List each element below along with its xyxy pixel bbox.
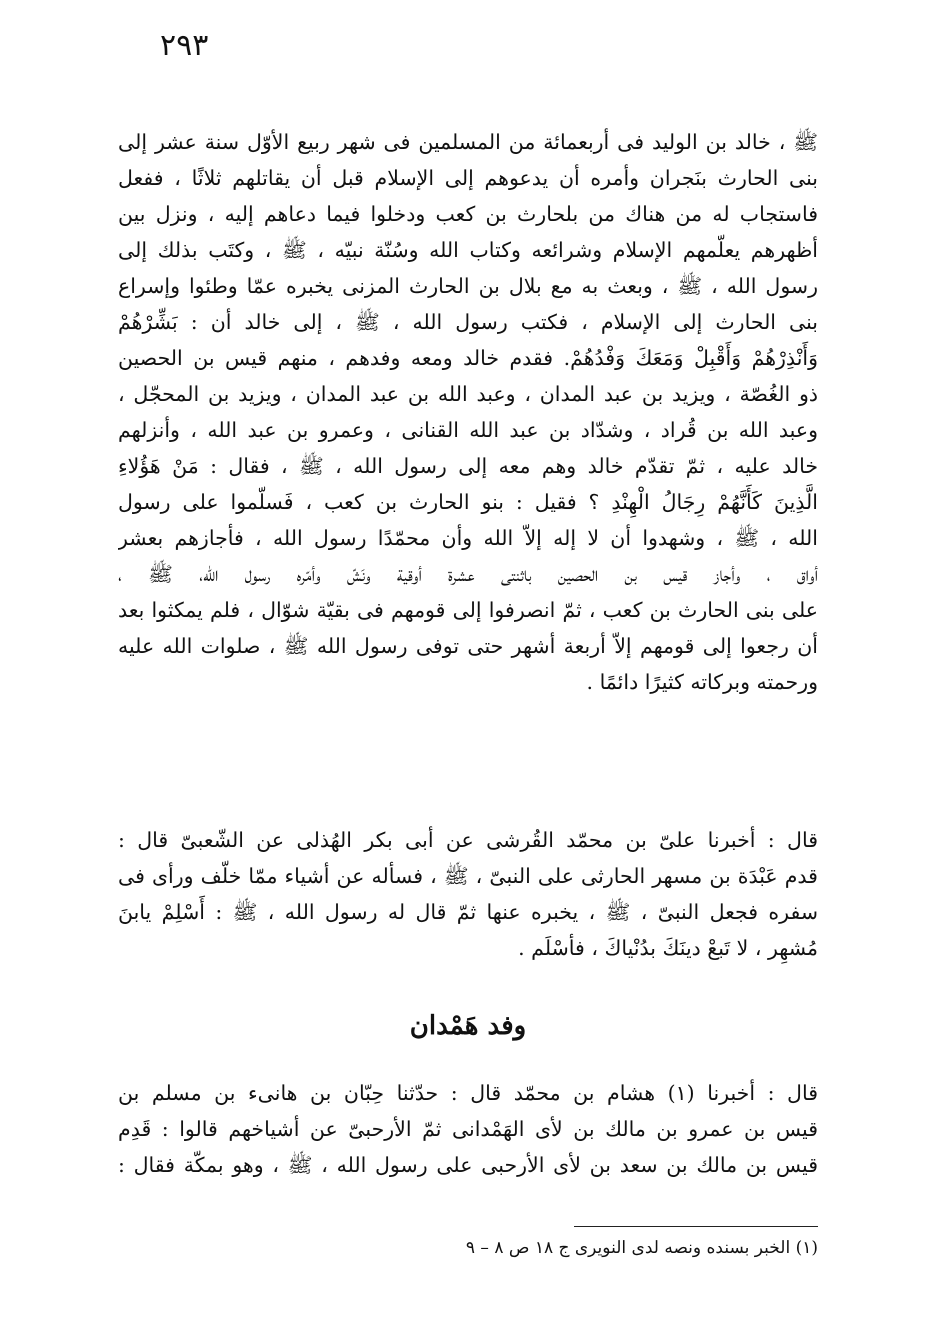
text-line: أن رجعوا إلى قومهم إلاّ أربعة أشهر حتى توفى رسول الله ﷺ ، صلوات الله عليه <box>118 634 818 658</box>
page-number: ٢٩٣ <box>160 28 209 63</box>
paragraph-3 <box>118 1075 818 1183</box>
text-line: سفره فجعل النبىّ ، ﷺ ، يخبره عنها ثمّ قال له رسول الله ، ﷺ : أَسْلِمْ يابنَ <box>118 900 818 924</box>
section-title: وفد هَمْدان <box>409 1011 527 1041</box>
text-line: ذو الغُصّة ، ويزيد بن عبد المدان ، وعبد الله بن عبد المدان ، ويزيد بن المحجّل ، <box>118 382 818 406</box>
text-line: على بنى الحارث بن كعب ، ثمّ انصرفوا إلى قومهم فى بقيّة شوّال ، فلم يمكثوا بعد <box>118 598 818 622</box>
text-line: وعبد الله بن قُراد ، وشدّاد بن عبد الله القنانى ، وعمرو بن عبد الله ، وأنزلهم <box>118 418 818 442</box>
text-line: قدم عَبْدَة بن مسهر الحارثى على النبىّ ، ﷺ ، فسأله عن أشياء ممّا خلّف ورأى فى <box>118 864 818 888</box>
paragraph-2 <box>118 822 818 966</box>
text-line: قيس بن عمرو بن مالك بن لأى الهَمْدانى ثمّ الأرحبىّ عن أشياخهم قالوا : قَدِم <box>118 1117 818 1141</box>
footnote: (١) الخبر بسنده ونصه لدى النويرى ج ١٨ ص ٨ – ٩ <box>465 1238 818 1258</box>
text-line: الله ، ﷺ ، وشهدوا أن لا إله إلاّ الله وأن محمّدًا رسول الله ، فأجازهم بعشر <box>118 526 818 550</box>
text-line: بنى الحارث إلى الإسلام ، فكتب رسول الله ، ﷺ ، إلى خالد أن : بَشِّرْهُمْ <box>118 310 818 334</box>
text-line: أظهرهم يعلّمهم الإسلام وشرائعه وكتاب الله وسُنّة نبيّه ، ﷺ ، وكتَب بذلك إلى <box>118 238 818 262</box>
text-line: وَأَنْذِرْهُمْ وَأَقْبِلْ وَمَعَكَ وَفْدُهُمْ. فقدم خالد ومعه وفدهم ، منهم قيس بن الحصين <box>118 346 818 370</box>
paragraph-1 <box>118 124 818 700</box>
text-line: قيس بن مالك بن سعد بن لأى الأرحبى على رسول الله ، ﷺ ، وهو بمكّة فقال : <box>118 1153 818 1177</box>
text-line: قال : أخبرنا علىّ بن محمّد القُرشى عن أبى بكر الهُذلى عن الشّعبىّ قال : <box>118 828 818 852</box>
footnote-divider <box>574 1226 818 1227</box>
text-line: ﷺ ، خالد بن الوليد فى أربعمائة من المسلمين فى شهر ربيع الأوّل سنة عشر إلى <box>118 130 818 154</box>
text-line: رسول الله ، ﷺ ، وبعث به مع بلال بن الحارث المزنى يخبره عمّا وطئوا وإسراع <box>118 274 818 298</box>
text-line: ورحمته وبركاته كثيرًا دائمًا . <box>586 670 818 694</box>
text-line: بنى الحارث بنَجران وأمره أن يدعوهم إلى الإسلام قبل أن يقاتلهم ثلاثًا ، ففعل <box>118 166 818 190</box>
text-line: مُشهِر ، لا تَبعْ دينَكَ بدُنْياكَ ، فأسْلَم . <box>518 936 818 960</box>
text-line: خالد عليه ، ثمّ تقدّم خالد وهم معه إلى رسول الله ، ﷺ ، فقال : مَنْ هَؤُلاءِ <box>118 454 818 478</box>
text-line: الَّذِينَ كَأَنَّهُمْ رِجَالُ الْهِنْدِ ؟ فقيل : بنو الحارث بن كعب ، فَسلّموا على رسول <box>118 490 818 514</box>
text-line: فاستجاب له من هناك من بلحارث بن كعب ودخلوا فيما دعاهم إليه ، ونزل بين <box>118 202 818 226</box>
text-line: أواق ، وأجاز قيس بن الحصين باثنتى عشرة أوقية ونَشّ وأمّره رسول الله، ﷺ ، <box>118 562 818 586</box>
text-line: قال : أخبرنا (١) هشام بن محمّد قال : حدّثنا حِبّان بن هانىء بن مسلم بن <box>118 1081 818 1105</box>
